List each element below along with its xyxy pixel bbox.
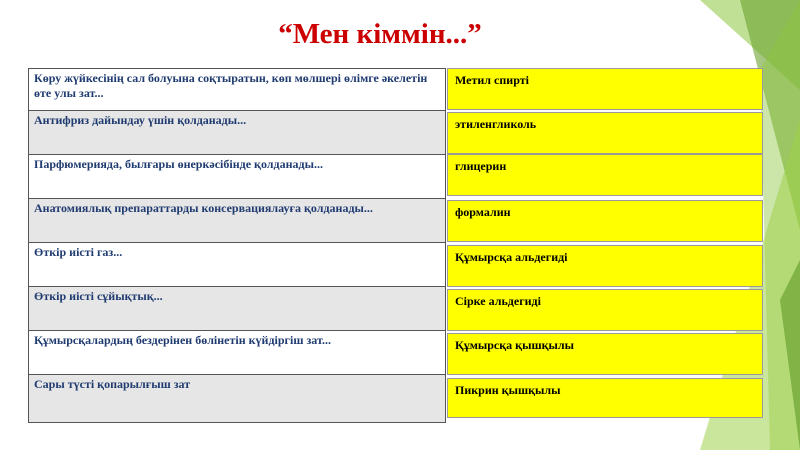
question-row (29, 331, 446, 375)
answer-box[interactable]: Құмырсқа альдегиді (447, 245, 763, 287)
question-cell: Өткір иісті газ... (29, 243, 446, 287)
answer-box[interactable]: Пикрин қышқылы (447, 378, 763, 418)
slide-title: “Мен кіммін...” (278, 18, 482, 50)
question-cell: Көру жүйкесінің сал болуына соқтыратын, көп мөлшері өлімге әкелетін өте улы зат... (29, 69, 446, 111)
question-cell: Антифриз дайындау үшін қолданады... (29, 111, 446, 155)
question-row (29, 375, 446, 423)
question-row (29, 287, 446, 331)
question-cell: Анатомиялық препараттарды консервациялауға қолданады... (29, 199, 446, 243)
answer-box[interactable]: Метил спирті (447, 68, 763, 110)
question-row (29, 111, 446, 155)
question-cell: Парфюмерияда, былғары өнеркәсібінде қолданады... (29, 155, 446, 199)
question-row (29, 243, 446, 287)
answer-box[interactable]: Құмырсқа қышқылы (447, 333, 763, 375)
answer-box[interactable]: Сірке альдегиді (447, 289, 763, 331)
question-cell: Сары түсті қопарылғыш зат (29, 375, 446, 423)
question-cell: Өткір иісті сұйықтық... (29, 287, 446, 331)
answer-box[interactable]: этиленгликоль (447, 112, 763, 154)
question-row (29, 199, 446, 243)
question-cell: Құмырсқалардың бездерінен бөлінетін күйдіргіш зат... (29, 331, 446, 375)
answer-box[interactable]: глицерин (447, 154, 763, 196)
answer-box[interactable]: формалин (447, 200, 763, 242)
question-row (29, 155, 446, 199)
question-row (29, 69, 446, 111)
questions-table (28, 68, 446, 423)
